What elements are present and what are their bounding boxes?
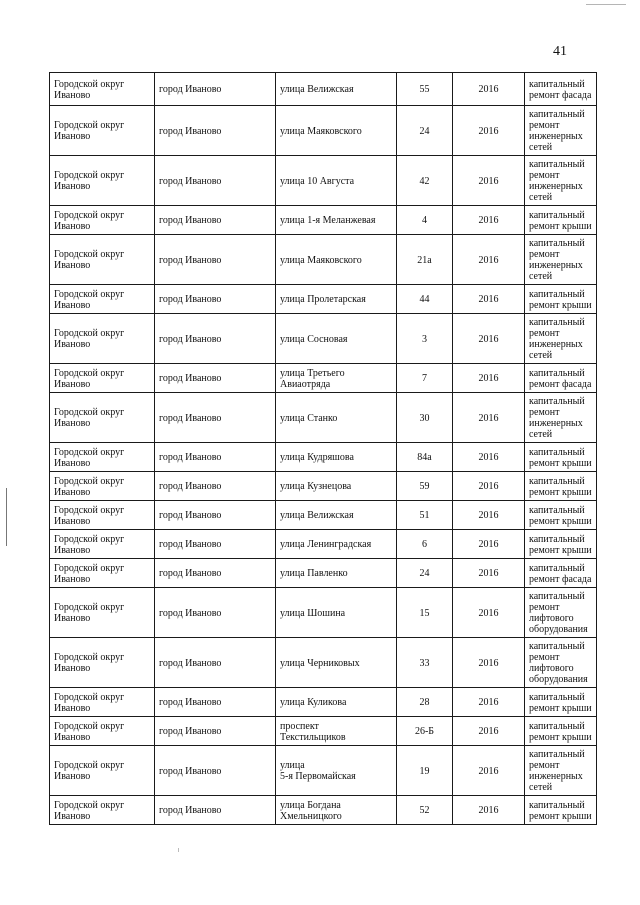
cell-house-number: 26-Б (397, 717, 453, 746)
cell-work-type: капитальный ремонт инженерных сетей (525, 106, 597, 156)
cell-okrug: Городской округ Иваново (50, 106, 155, 156)
cell-house-number: 55 (397, 73, 453, 106)
cell-okrug: Городской округ Иваново (50, 393, 155, 443)
cell-okrug: Городской округ Иваново (50, 638, 155, 688)
cell-year: 2016 (453, 559, 525, 588)
cell-city: город Иваново (155, 688, 276, 717)
cell-year: 2016 (453, 746, 525, 796)
cell-house-number: 24 (397, 106, 453, 156)
cell-work-type: капитальный ремонт крыши (525, 443, 597, 472)
cell-street: улица Черниковых (276, 638, 397, 688)
table-row (50, 530, 597, 559)
table-row (50, 156, 597, 206)
cell-city: город Иваново (155, 530, 276, 559)
cell-street: улица Третьего Авиаотряда (276, 364, 397, 393)
cell-city: город Иваново (155, 796, 276, 825)
scan-edge-mark (6, 488, 7, 546)
cell-city: город Иваново (155, 559, 276, 588)
table-row (50, 796, 597, 825)
repair-schedule-table (49, 72, 597, 825)
table-row (50, 314, 597, 364)
cell-year: 2016 (453, 501, 525, 530)
cell-city: город Иваново (155, 314, 276, 364)
cell-street: улица Пролетарская (276, 285, 397, 314)
table-row (50, 393, 597, 443)
cell-year: 2016 (453, 717, 525, 746)
table-row (50, 501, 597, 530)
cell-city: город Иваново (155, 393, 276, 443)
cell-year: 2016 (453, 235, 525, 285)
cell-work-type: капитальный ремонт крыши (525, 530, 597, 559)
table-row (50, 106, 597, 156)
top-edge-rule (586, 4, 626, 5)
cell-okrug: Городской округ Иваново (50, 314, 155, 364)
cell-okrug: Городской округ Иваново (50, 235, 155, 285)
cell-street: улица Кудряшова (276, 443, 397, 472)
cell-okrug: Городской округ Иваново (50, 73, 155, 106)
cell-city: город Иваново (155, 364, 276, 393)
cell-okrug: Городской округ Иваново (50, 156, 155, 206)
cell-work-type: капитальный ремонт фасада (525, 559, 597, 588)
table-row (50, 472, 597, 501)
cell-city: город Иваново (155, 746, 276, 796)
cell-city: город Иваново (155, 588, 276, 638)
cell-okrug: Городской округ Иваново (50, 588, 155, 638)
cell-house-number: 21а (397, 235, 453, 285)
cell-okrug: Городской округ Иваново (50, 746, 155, 796)
cell-okrug: Городской округ Иваново (50, 501, 155, 530)
cell-city: город Иваново (155, 156, 276, 206)
cell-year: 2016 (453, 156, 525, 206)
cell-house-number: 42 (397, 156, 453, 206)
cell-year: 2016 (453, 443, 525, 472)
cell-house-number: 59 (397, 472, 453, 501)
cell-street: улица Велижская (276, 501, 397, 530)
cell-year: 2016 (453, 638, 525, 688)
cell-street: улица Маяковского (276, 235, 397, 285)
cell-work-type: капитальный ремонт фасада (525, 73, 597, 106)
cell-house-number: 19 (397, 746, 453, 796)
cell-okrug: Городской округ Иваново (50, 688, 155, 717)
cell-city: город Иваново (155, 235, 276, 285)
cell-okrug: Городской округ Иваново (50, 559, 155, 588)
cell-work-type: капитальный ремонт инженерных сетей (525, 235, 597, 285)
cell-okrug: Городской округ Иваново (50, 206, 155, 235)
cell-work-type: капитальный ремонт инженерных сетей (525, 746, 597, 796)
cell-okrug: Городской округ Иваново (50, 796, 155, 825)
table-row (50, 638, 597, 688)
cell-year: 2016 (453, 688, 525, 717)
cell-work-type: капитальный ремонт инженерных сетей (525, 156, 597, 206)
cell-street: улица Ленинградская (276, 530, 397, 559)
cell-year: 2016 (453, 472, 525, 501)
cell-work-type: капитальный ремонт инженерных сетей (525, 314, 597, 364)
cell-street: улица Сосновая (276, 314, 397, 364)
table-row (50, 717, 597, 746)
cell-year: 2016 (453, 314, 525, 364)
cell-street: проспект Текстильщиков (276, 717, 397, 746)
cell-street: улица Станко (276, 393, 397, 443)
cell-street: улица Велижская (276, 73, 397, 106)
table-row (50, 746, 597, 796)
cell-street: улица 10 Августа (276, 156, 397, 206)
cell-street: улица 5-я Первомайская (276, 746, 397, 796)
cell-year: 2016 (453, 206, 525, 235)
cell-city: город Иваново (155, 638, 276, 688)
cell-year: 2016 (453, 393, 525, 443)
cell-street: улица 1-я Меланжевая (276, 206, 397, 235)
cell-street: улица Шошина (276, 588, 397, 638)
cell-year: 2016 (453, 796, 525, 825)
cell-work-type: капитальный ремонт лифтового оборудования (525, 588, 597, 638)
cell-house-number: 52 (397, 796, 453, 825)
cell-house-number: 3 (397, 314, 453, 364)
cell-okrug: Городской округ Иваново (50, 472, 155, 501)
table-row (50, 443, 597, 472)
cell-house-number: 6 (397, 530, 453, 559)
cell-work-type: капитальный ремонт крыши (525, 717, 597, 746)
cell-house-number: 15 (397, 588, 453, 638)
cell-house-number: 84а (397, 443, 453, 472)
cell-street: улица Кузнецова (276, 472, 397, 501)
cell-city: город Иваново (155, 206, 276, 235)
cell-house-number: 51 (397, 501, 453, 530)
cell-street: улица Куликова (276, 688, 397, 717)
scan-dust-mark (178, 848, 179, 852)
cell-okrug: Городской округ Иваново (50, 364, 155, 393)
cell-city: город Иваново (155, 443, 276, 472)
cell-year: 2016 (453, 285, 525, 314)
cell-street: улица Павленко (276, 559, 397, 588)
cell-city: город Иваново (155, 501, 276, 530)
cell-house-number: 7 (397, 364, 453, 393)
cell-okrug: Городской округ Иваново (50, 530, 155, 559)
cell-house-number: 44 (397, 285, 453, 314)
table-row (50, 688, 597, 717)
cell-year: 2016 (453, 73, 525, 106)
table-row (50, 588, 597, 638)
page-number: 41 (553, 44, 567, 59)
cell-work-type: капитальный ремонт крыши (525, 688, 597, 717)
cell-work-type: капитальный ремонт фасада (525, 364, 597, 393)
cell-street: улица Богдана Хмельницкого (276, 796, 397, 825)
cell-house-number: 28 (397, 688, 453, 717)
cell-year: 2016 (453, 530, 525, 559)
cell-year: 2016 (453, 106, 525, 156)
cell-city: город Иваново (155, 472, 276, 501)
cell-house-number: 33 (397, 638, 453, 688)
cell-city: город Иваново (155, 717, 276, 746)
table-row (50, 73, 597, 106)
cell-city: город Иваново (155, 285, 276, 314)
table-row (50, 235, 597, 285)
table-row (50, 364, 597, 393)
cell-work-type: капитальный ремонт крыши (525, 472, 597, 501)
cell-house-number: 30 (397, 393, 453, 443)
cell-year: 2016 (453, 364, 525, 393)
cell-city: город Иваново (155, 106, 276, 156)
cell-street: улица Маяковского (276, 106, 397, 156)
cell-okrug: Городской округ Иваново (50, 717, 155, 746)
table-row (50, 559, 597, 588)
cell-year: 2016 (453, 588, 525, 638)
cell-okrug: Городской округ Иваново (50, 443, 155, 472)
cell-city: город Иваново (155, 73, 276, 106)
cell-work-type: капитальный ремонт крыши (525, 285, 597, 314)
cell-house-number: 4 (397, 206, 453, 235)
cell-house-number: 24 (397, 559, 453, 588)
cell-okrug: Городской округ Иваново (50, 285, 155, 314)
cell-work-type: капитальный ремонт инженерных сетей (525, 393, 597, 443)
cell-work-type: капитальный ремонт крыши (525, 206, 597, 235)
table-row (50, 285, 597, 314)
cell-work-type: капитальный ремонт крыши (525, 796, 597, 825)
table-body (50, 73, 597, 825)
table-row (50, 206, 597, 235)
cell-work-type: капитальный ремонт лифтового оборудования (525, 638, 597, 688)
cell-work-type: капитальный ремонт крыши (525, 501, 597, 530)
